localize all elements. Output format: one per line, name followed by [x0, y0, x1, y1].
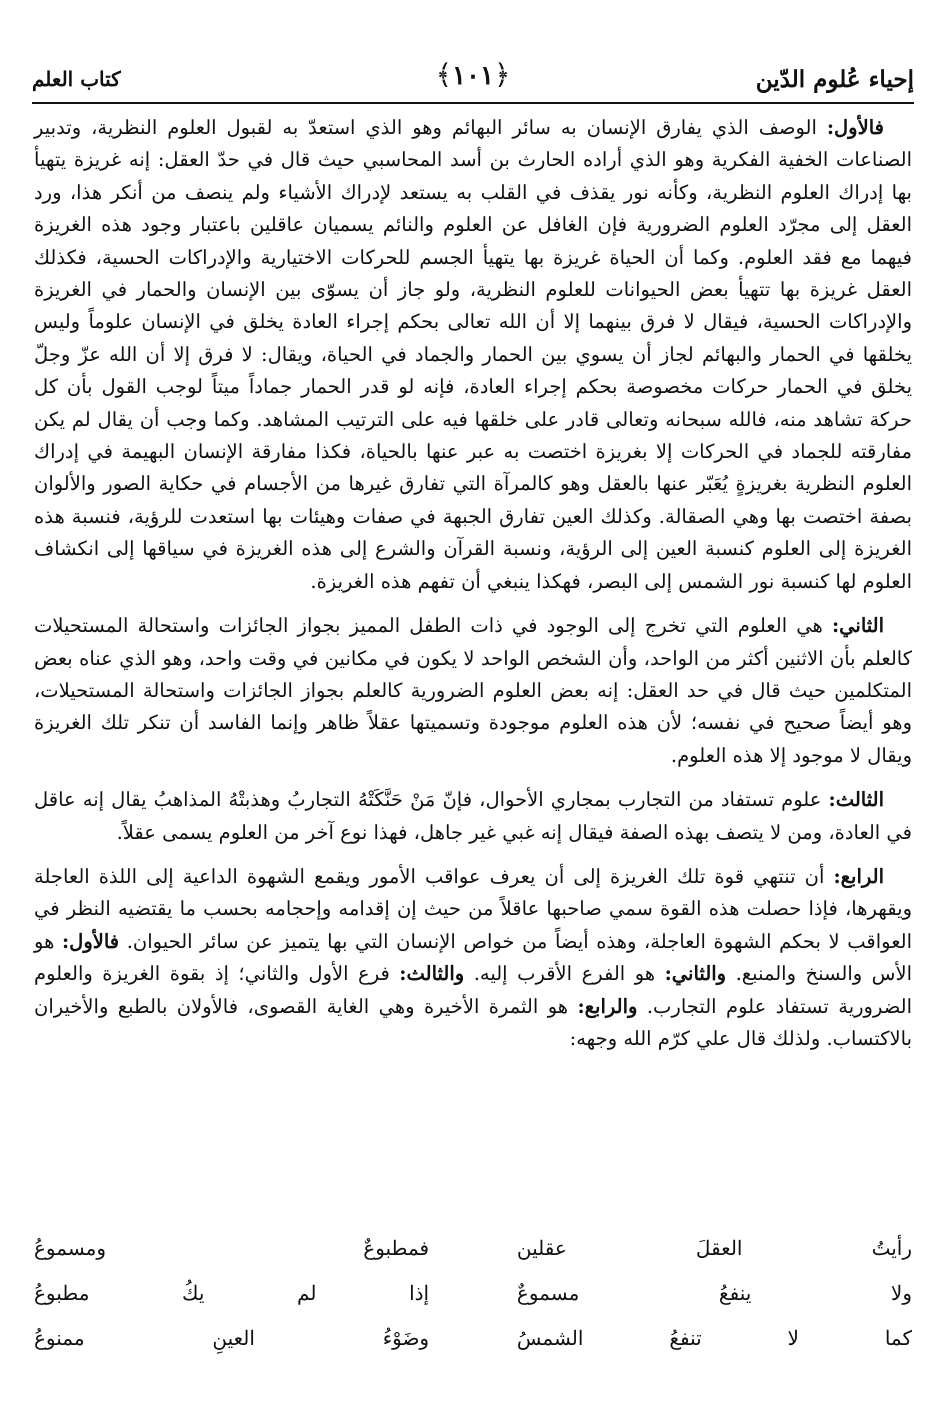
paragraph-label: الرابع:: [833, 864, 885, 888]
summary-text-2: هو الفرع الأقرب إليه.: [473, 962, 656, 986]
verse-first-half: رأيتُ العقلَ عقلين: [516, 1235, 912, 1260]
verse-second-half: إذا لم يكُ مطبوعُ: [34, 1280, 430, 1305]
paragraph-text: هي العلوم التي تخرج إلى الوجود في ذات الطفل المميز بجواز الجائزات واستحالة المستحيلات كالعلم بأن الاثنين أكثر من الواحد، وأن الشخص الواحد لا يكون في مكانين في وقت واحد، وهو الذي عناه بعض المتكلمين حيث قال في حد العقل: إنه بعض العلوم الضرورية كالعلم بجواز الجائزات واستحالة المستحيلات، وهو أيضاً صحيح في نفسه؛ لأن هذه العلوم موجودة وتسميتها عقلاً ظاهر وإنما الفاسد أن تنكر تلك الغريزة ويقال لا موجود إلا هذه العلوم.: [34, 614, 912, 767]
paragraph-label: الثالث:: [828, 788, 884, 812]
summary-text-1: هو الأس والسنخ والمنبع.: [34, 929, 913, 986]
page-number: [436, 58, 511, 91]
main-text: [34, 112, 912, 1067]
page-number-value: ١٠١: [452, 61, 494, 91]
poem-verse: [34, 1225, 912, 1270]
paragraph-third: [34, 784, 912, 849]
verse-second-half: فمطبوعٌ ومسموعُ: [34, 1235, 430, 1260]
page-number-right-ornament: ﴿: [493, 58, 511, 91]
verse-first-half: ولا ينفعُ مسموعٌ: [516, 1280, 912, 1305]
poem-verse: [34, 1315, 912, 1360]
summary-label-1: فالأول:: [61, 929, 120, 953]
book-title: إحياء عُلوم الدّين: [755, 65, 914, 93]
paragraph-text: علوم تستفاد من التجارب بمجاري الأحوال، فإنّ مَنْ حَنَّكَتْهُ التجاربُ وهذبتْهُ المذاهبُ يقال إنه عاقل في العادة، ومن لا يتصف بهذه الصفة فيقال إنه غبي غير جاهل، فهذا نوع آخر من العلوم يسمى عقلاً.: [34, 788, 912, 844]
paragraph-label: الثاني:: [831, 614, 885, 638]
paragraph-label: فالأول:: [826, 116, 884, 139]
verse-first-half: كما لا تنفعُ الشمسُ: [516, 1325, 912, 1350]
summary-text-4: هو الثمرة الأخيرة وهي الغاية القصوى، فالأولان بالطبع والأخيران بالاكتساب. ولذلك قال علي كرّم الله وجهه:: [34, 994, 912, 1050]
page-header: [32, 56, 914, 104]
summary-label-3: والثالث:: [399, 962, 465, 986]
summary-label-4: والرابع:: [577, 994, 638, 1018]
poem: [34, 1225, 912, 1360]
paragraph-first: [34, 112, 912, 598]
summary-label-2: والثاني:: [664, 962, 727, 986]
paragraph-text: أن تنتهي قوة تلك الغريزة إلى أن يعرف عواقب الأمور ويقمع الشهوة الداعية إلى اللذة العاجلة ويقهرها، فإذا حصلت هذه القوة سمي صاحبها عاقلاً من حيث إن إقدامه وإحجامه بحسب ما يقتضيه النظر في العواقب لا بحكم الشهوة العاجلة، وهذه أيضاً من خواص الإنسان التي بها يتميز عن سائر الحيوان.: [34, 864, 912, 953]
chapter-title: كتاب العلم: [32, 67, 121, 91]
summary-text-3: فرع الأول والثاني؛ إذ بقوة الغريزة والعلوم الضرورية تستفاد علوم التجارب.: [34, 962, 912, 1018]
paragraph-text: الوصف الذي يفارق الإنسان به سائر البهائم وهو الذي استعدّ به لقبول العلوم النظرية، وتدبير الصناعات الخفية الفكرية وهو الذي أراده الحارث بن أسد المحاسبي حيث قال في حدّ العقل: إنه غريزة يتهيأ بها إدراك العلوم النظرية، وكأنه نور يقذف في القلب به يستعد لإدراك الأشياء ولم ينصف من أنكر هذا، ورد العقل إلى مجرّد العلوم الضرورية فإن الغافل عن العلوم والنائم يسميان عاقلين باعتبار وجود هذه الغريزة فيهما مع فقد العلوم. وكما أن الحياة غريزة بها يتهيأ الجسم للحركات الاختيارية والإدراكات الحسية، فكذلك العقل غريزة بها تتهيأ بعض الحيوانات للعلوم النظرية، ولو جاز أن يسوّى بين الإنسان والحمار في الغريزة والإدراكات الحسية، فيقال لا فرق بينهما إلا أن الله تعالى بحكم إجراء العادة يخلق في الإنسان علوماً وليس يخلقها في الحمار والبهائم لجاز أن يسوي بين الحمار والجماد في الحياة، ويقال: لا فرق إلا أن الله عزّ وجلّ يخلق في الحمار حركات مخصوصة بحكم إجراء العادة، فإنه لو قدر الحمار جماداً ميتاً لوجب القول بأن كل حركة تشاهد منه، فالله سبحانه وتعالى قادر على خلقها فيه على الترتيب المشاهد. وكما وجب أن يقال لم يكن مفارقته للجماد في الحركات إلا بغريزة اختصت به عبر عنها بالحياة، فكذا مفارقة الإنسان البهيمة في إدراك العلوم النظرية بغريزةٍ يُعَبّر عنها بالعقل وهو كالمرآة التي تفارق غيرها من الأجسام في حكاية الصور والألوان بصفة اختصت بها وهي الصقالة. وكذلك العين تفارق الجبهة في صفات وهيئات بها استعدت للرؤية، فنسبة هذه الغريزة إلى العلوم كنسبة العين إلى الرؤية، ونسبة القرآن والشرع إلى هذه الغريزة في سياقها إلى انكشاف العلوم لها كنسبة نور الشمس إلى البصر، فهكذا ينبغي أن تفهم هذه الغريزة.: [34, 116, 912, 593]
paragraph-second: [34, 610, 912, 772]
verse-second-half: وضَوْءُ العينِ ممنوعُ: [34, 1325, 430, 1350]
page-number-left-ornament: ﴾: [435, 58, 453, 91]
poem-verse: [34, 1270, 912, 1315]
paragraph-fourth: [34, 861, 912, 1055]
